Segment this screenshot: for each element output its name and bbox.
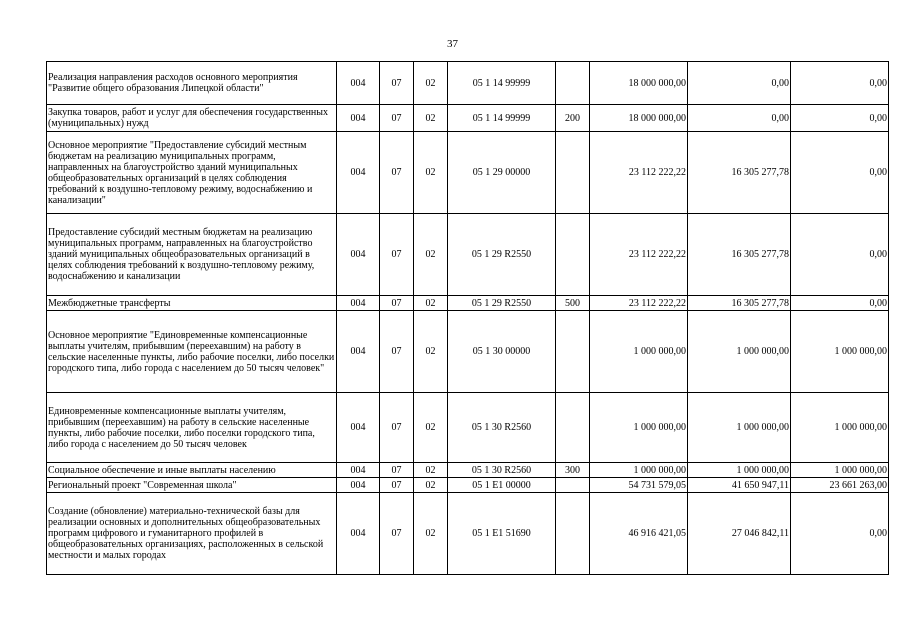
target-code: 05 1 E1 00000 (448, 478, 556, 493)
amount-2: 1 000 000,00 (688, 311, 791, 393)
row-name: Межбюджетные трансферты (47, 296, 337, 311)
subsection-code: 02 (414, 311, 448, 393)
table-row (47, 478, 889, 493)
ministry-code: 004 (337, 62, 380, 105)
expense-type (556, 214, 590, 296)
expense-type (556, 478, 590, 493)
table-row (47, 62, 889, 105)
amount-2: 41 650 947,11 (688, 478, 791, 493)
table-row (47, 311, 889, 393)
amount-3: 1 000 000,00 (791, 463, 889, 478)
amount-2: 1 000 000,00 (688, 463, 791, 478)
section-code: 07 (380, 493, 414, 575)
section-code: 07 (380, 214, 414, 296)
subsection-code: 02 (414, 463, 448, 478)
amount-1: 23 112 222,22 (590, 296, 688, 311)
amount-3: 0,00 (791, 214, 889, 296)
amount-3: 1 000 000,00 (791, 311, 889, 393)
ministry-code: 004 (337, 132, 380, 214)
amount-3: 23 661 263,00 (791, 478, 889, 493)
section-code: 07 (380, 393, 414, 463)
expense-type (556, 62, 590, 105)
row-name: Предоставление субсидий местным бюджетам на реализацию муниципальных программ, направленных на благоустройство зданий муниципальных общеобразовательных организаций в целях соблюдения требований к воздушно-тепловому режиму, водоснабжению и канализации (47, 214, 337, 296)
expense-type: 500 (556, 296, 590, 311)
table-row (47, 132, 889, 214)
subsection-code: 02 (414, 105, 448, 132)
expense-type (556, 393, 590, 463)
target-code: 05 1 30 R2560 (448, 393, 556, 463)
expense-type (556, 132, 590, 214)
subsection-code: 02 (414, 493, 448, 575)
amount-1: 1 000 000,00 (590, 393, 688, 463)
row-name: Единовременные компенсационные выплаты учителям, прибывшим (переехавшим) на работу в сельские населенные пункты, либо рабочие поселки, либо поселки городского типа, либо города с населением до 50 тысяч человек (47, 393, 337, 463)
section-code: 07 (380, 296, 414, 311)
ministry-code: 004 (337, 463, 380, 478)
amount-2: 0,00 (688, 105, 791, 132)
table-row (47, 296, 889, 311)
amount-1: 1 000 000,00 (590, 311, 688, 393)
row-name: Социальное обеспечение и иные выплаты населению (47, 463, 337, 478)
amount-1: 23 112 222,22 (590, 214, 688, 296)
section-code: 07 (380, 105, 414, 132)
table-row (47, 105, 889, 132)
target-code: 05 1 30 00000 (448, 311, 556, 393)
subsection-code: 02 (414, 296, 448, 311)
section-code: 07 (380, 463, 414, 478)
table-row (47, 214, 889, 296)
amount-1: 1 000 000,00 (590, 463, 688, 478)
amount-1: 18 000 000,00 (590, 62, 688, 105)
target-code: 05 1 14 99999 (448, 105, 556, 132)
amount-1: 23 112 222,22 (590, 132, 688, 214)
section-code: 07 (380, 478, 414, 493)
section-code: 07 (380, 311, 414, 393)
amount-2: 27 046 842,11 (688, 493, 791, 575)
amount-2: 16 305 277,78 (688, 214, 791, 296)
row-name: Региональный проект "Современная школа" (47, 478, 337, 493)
target-code: 05 1 30 R2560 (448, 463, 556, 478)
ministry-code: 004 (337, 493, 380, 575)
expense-type (556, 493, 590, 575)
amount-3: 0,00 (791, 493, 889, 575)
amount-3: 1 000 000,00 (791, 393, 889, 463)
budget-table (46, 61, 889, 575)
amount-2: 1 000 000,00 (688, 393, 791, 463)
subsection-code: 02 (414, 214, 448, 296)
ministry-code: 004 (337, 105, 380, 132)
target-code: 05 1 29 R2550 (448, 214, 556, 296)
expense-type: 200 (556, 105, 590, 132)
subsection-code: 02 (414, 132, 448, 214)
target-code: 05 1 E1 51690 (448, 493, 556, 575)
expense-type (556, 311, 590, 393)
amount-1: 54 731 579,05 (590, 478, 688, 493)
row-name: Закупка товаров, работ и услуг для обеспечения государственных (муниципальных) нужд (47, 105, 337, 132)
expense-type: 300 (556, 463, 590, 478)
amount-1: 18 000 000,00 (590, 105, 688, 132)
ministry-code: 004 (337, 478, 380, 493)
subsection-code: 02 (414, 62, 448, 105)
target-code: 05 1 29 00000 (448, 132, 556, 214)
subsection-code: 02 (414, 393, 448, 463)
row-name: Реализация направления расходов основного мероприятия "Развитие общего образования Липецкой области" (47, 62, 337, 105)
amount-2: 0,00 (688, 62, 791, 105)
amount-3: 0,00 (791, 296, 889, 311)
table-row (47, 493, 889, 575)
table-row (47, 393, 889, 463)
subsection-code: 02 (414, 478, 448, 493)
amount-3: 0,00 (791, 105, 889, 132)
ministry-code: 004 (337, 214, 380, 296)
section-code: 07 (380, 132, 414, 214)
row-name: Основное мероприятие "Единовременные компенсационные выплаты учителям, прибывшим (переехавшим) на работу в сельские населенные пункты, либо рабочие поселки, либо поселки городского типа, либо города с населением до 50 тысяч человек" (47, 311, 337, 393)
ministry-code: 004 (337, 311, 380, 393)
ministry-code: 004 (337, 296, 380, 311)
row-name: Создание (обновление) материально-технической базы для реализации основных и дополнительных общеобразовательных программ цифрового и гуманитарного профилей в общеобразовательных организациях, расположенных в сельской местности и малых городах (47, 493, 337, 575)
target-code: 05 1 14 99999 (448, 62, 556, 105)
row-name: Основное мероприятие "Предоставление субсидий местным бюджетам на реализацию муниципальных программ, направленных на благоустройство зданий муниципальных общеобразовательных организаций в целях соблюдения требований к воздушно-тепловому режиму, водоснабжению и канализации" (47, 132, 337, 214)
amount-3: 0,00 (791, 62, 889, 105)
amount-2: 16 305 277,78 (688, 132, 791, 214)
target-code: 05 1 29 R2550 (448, 296, 556, 311)
ministry-code: 004 (337, 393, 380, 463)
table-row (47, 463, 889, 478)
amount-3: 0,00 (791, 132, 889, 214)
amount-2: 16 305 277,78 (688, 296, 791, 311)
page-number: 37 (447, 38, 458, 50)
amount-1: 46 916 421,05 (590, 493, 688, 575)
section-code: 07 (380, 62, 414, 105)
